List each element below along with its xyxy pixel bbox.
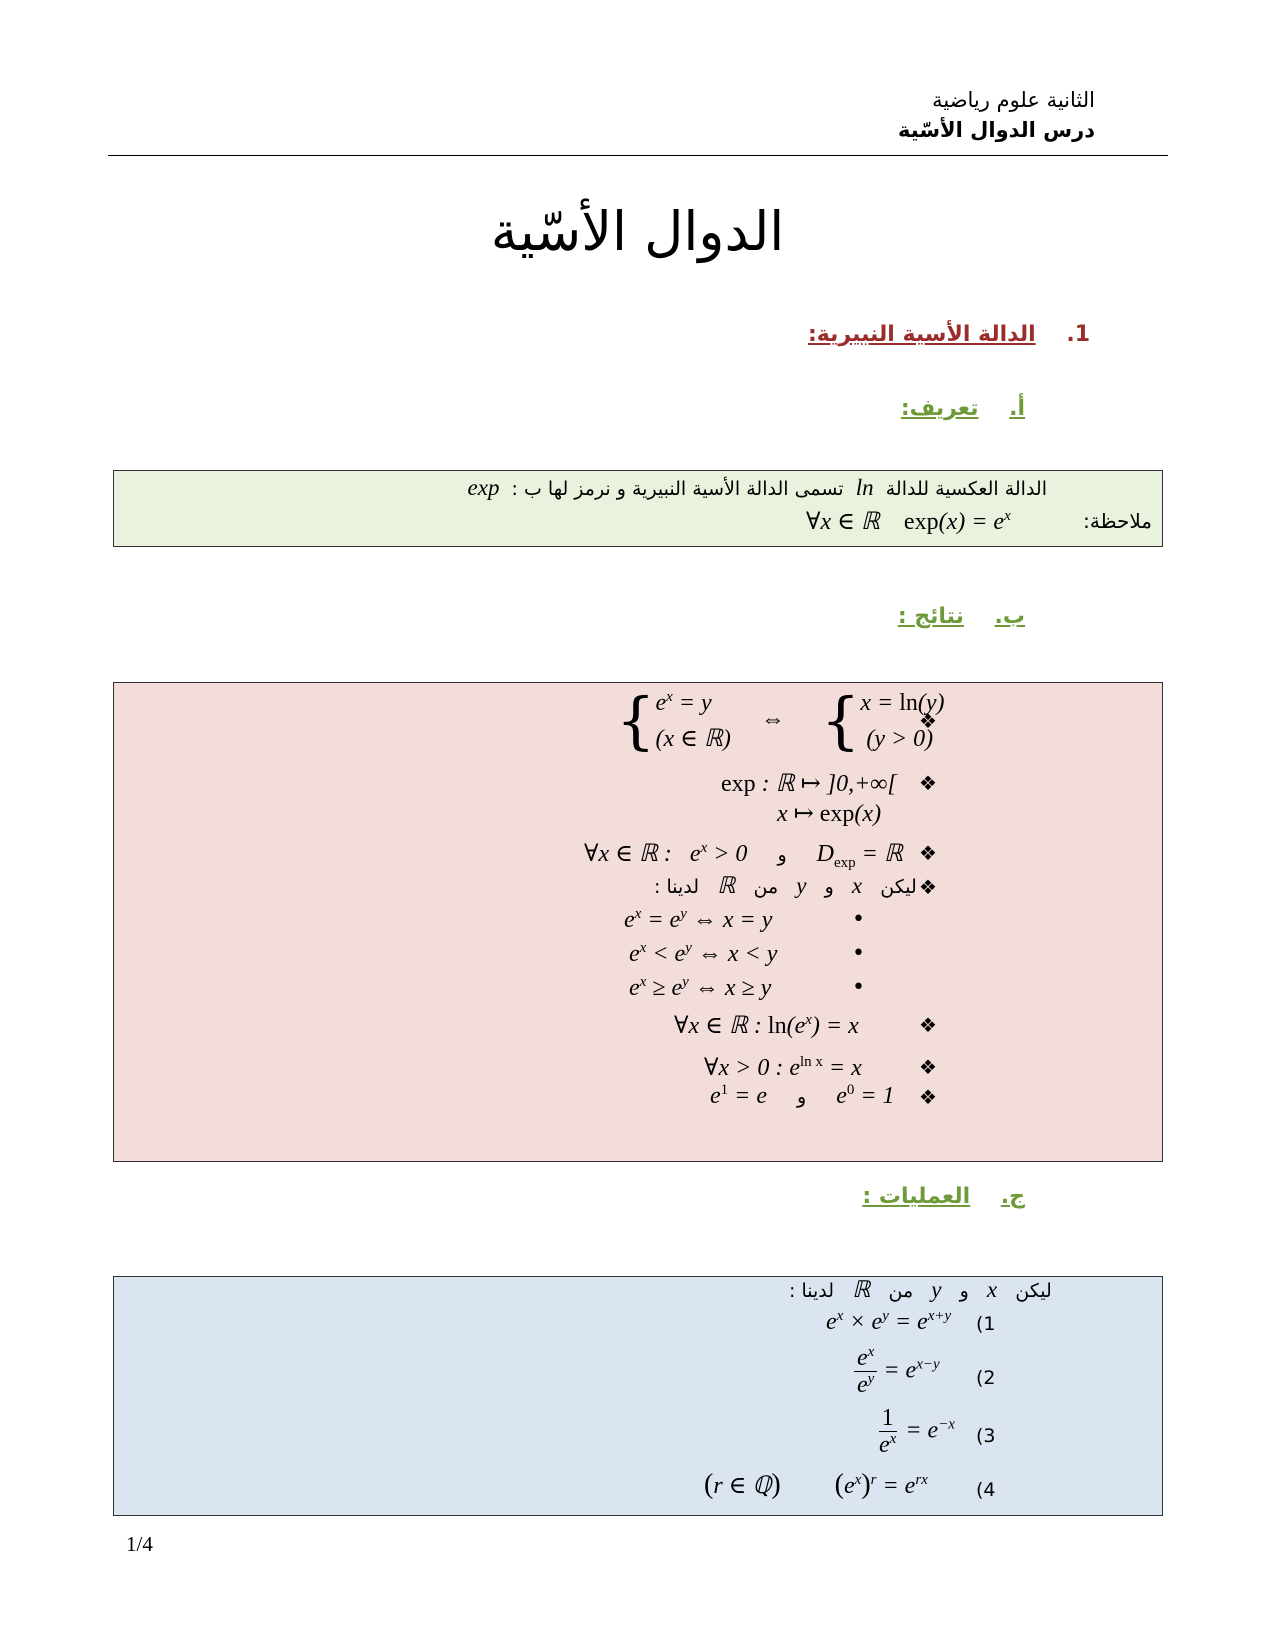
intro-word-4: لدينا : [789, 1280, 835, 1302]
page-number: 1/4 [126, 1532, 153, 1556]
definition-box [113, 470, 1163, 547]
diamond-bullet-icon: ❖ [919, 1085, 937, 1109]
operation-number: (2 [976, 1367, 996, 1389]
subsection-letter: ب. [994, 604, 1025, 629]
result-positivity-domain: ∀x ∈ ℝ : $e^x > 0$ و $D_{exp}$ = ℝ [584, 840, 903, 871]
section-1-heading [808, 322, 1090, 347]
bullet-icon: • [852, 907, 865, 932]
header-divider [108, 155, 1168, 156]
subsection-c-heading [862, 1184, 1025, 1209]
diamond-bullet-icon: ❖ [919, 841, 937, 865]
let-word-4: لدينا : [654, 876, 700, 898]
operation-power: (r ∈ ℚ) $(e^x)^r = e^{rx}$ [704, 1469, 928, 1500]
result-exp-of-ln: ∀x > 0 : $e^{ln x} = x$ [704, 1054, 862, 1081]
section-label: الدالة الأسية النبيرية: [808, 322, 1036, 347]
result-exp-mapping: exp : ℝ ↦ ]0,+∞[ [721, 771, 897, 797]
operations-intro: لدينا : ℝ من y و x ليكن [789, 1277, 1052, 1302]
subsection-label: العمليات : [862, 1184, 971, 1209]
note-line [1083, 509, 1152, 533]
intro-word-2: و [959, 1280, 969, 1302]
result-less-than: $e^x < e^y$ ⇔ x < y [629, 940, 778, 967]
operation-quotient: $\frac{e^x}{e^y}$ = $e^{x-y}$ [854, 1345, 940, 1399]
intro-word-1: ليكن [1015, 1280, 1052, 1302]
note-formula: ∀x ∈ ℝ $\exp(x) = e^x$ [806, 508, 1011, 535]
result-greater-equal: $e^x \ge e^y$ ⇔ x ≥ y [629, 974, 772, 1001]
let-word-2: و [824, 876, 834, 898]
result-exp-mapping-2: x ↦ exp(x) [777, 801, 882, 827]
bullet-icon: • [852, 975, 865, 1000]
and-word: و [777, 844, 787, 866]
operation-number: (3 [976, 1425, 996, 1447]
result-equality: $e^x = e^y$ ⇔ x = y [624, 906, 773, 933]
definition-text-before: الدالة العكسية للدالة [885, 478, 1047, 500]
results-box [113, 682, 1163, 1162]
result-let-statement: لدينا : ℝ من y و x ليكن [654, 873, 917, 898]
bullet-icon: • [852, 941, 865, 966]
subsection-letter: ج. [1000, 1184, 1025, 1209]
operation-number: (1 [976, 1313, 996, 1335]
intro-word-3: من [888, 1280, 914, 1302]
subsection-b-heading [898, 604, 1025, 629]
subsection-label: تعريف: [900, 396, 979, 421]
header-lesson-title: درس الدوال الأسّية [898, 118, 1095, 142]
operation-product: $e^x \times e^y = e^{x+y}$ [826, 1308, 952, 1335]
diamond-bullet-icon: ❖ [919, 771, 937, 795]
page-title: الدوال الأسّية [490, 200, 785, 263]
ln-symbol: ln [855, 475, 874, 500]
diamond-bullet-icon: ❖ [919, 1055, 937, 1079]
operation-reciprocal: $\frac{1}{e^x}$ = $e^{-x}$ [879, 1405, 955, 1459]
operation-number: (4 [976, 1479, 996, 1501]
operations-box [113, 1276, 1163, 1516]
result-special-values: $e^1 = e$ و $e^0 = 1$ [710, 1082, 895, 1109]
diamond-bullet-icon: ❖ [919, 709, 937, 733]
and-word: و [797, 1086, 807, 1108]
header-class-level: الثانية علوم رياضية [932, 88, 1095, 112]
definition-text-after: تسمى الدالة الأسية النبيرية و نرمز لها ب : [511, 478, 844, 500]
subsection-label: نتائج : [897, 604, 964, 629]
subsection-letter: أ. [1009, 396, 1025, 421]
diamond-bullet-icon: ❖ [919, 1013, 937, 1037]
note-label: ملاحظة: [1083, 509, 1152, 533]
diamond-bullet-icon: ❖ [919, 875, 937, 899]
result-ln-of-exp: ∀x ∈ ℝ : $\ln(e^x) = x$ [674, 1012, 859, 1039]
subsection-a-heading [901, 396, 1025, 421]
let-word-3: من [753, 876, 779, 898]
exp-symbol: exp [467, 475, 500, 500]
result-system-equivalence: {$e^x = y$ (x ∈ ℝ) ⇔ {x = ln(y) (y > 0) [616, 684, 945, 757]
definition-line [468, 475, 1047, 501]
let-word-1: ليكن [880, 876, 917, 898]
section-number: 1. [1066, 322, 1090, 347]
